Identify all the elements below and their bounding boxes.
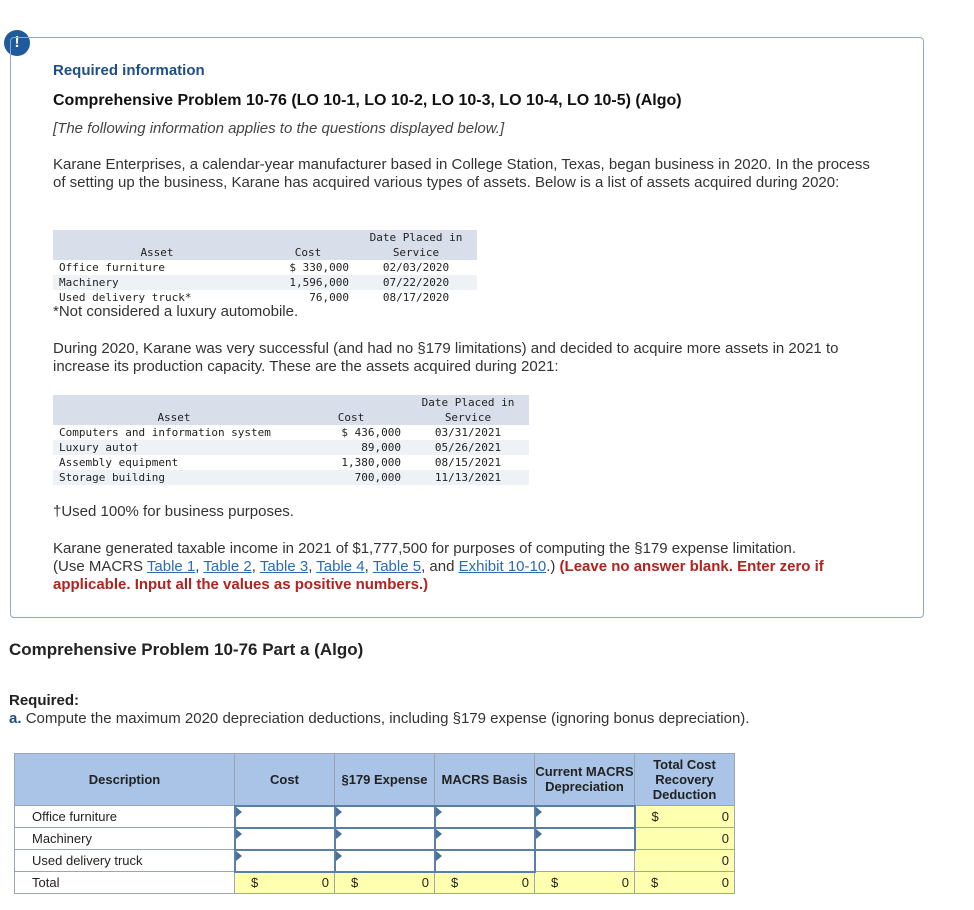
row-cost: 1,380,000 xyxy=(341,456,401,469)
total-cost-recovery xyxy=(635,872,735,894)
intro-paragraph: Karane Enterprises, a calendar-year manufacturer based in College Station, Texas, began business in 2020. In the process of setting up the business, Karane has acquired various types of assets. Below is a list of assets acquired during 2020: xyxy=(53,156,870,191)
macrs-basis-input[interactable] xyxy=(435,850,535,872)
total-cost xyxy=(235,872,335,894)
row-cost: 1,596,000 xyxy=(261,275,355,290)
header-date xyxy=(355,230,477,260)
link-table-3[interactable]: Table 3 xyxy=(259,558,309,575)
link-table-2[interactable]: Table 2 xyxy=(203,558,252,575)
total-value: 0 xyxy=(721,831,729,846)
link-exhibit-10-10[interactable]: Exhibit 10-10 xyxy=(458,558,547,575)
use-macrs-close: .) xyxy=(546,558,556,575)
total-cost-recovery-value xyxy=(635,828,735,850)
row-date: 08/15/2021 xyxy=(434,456,502,469)
currency-symbol: $ xyxy=(651,875,659,890)
row-asset: Assembly equipment xyxy=(59,456,179,469)
currency-symbol: $ xyxy=(551,875,559,890)
currency-symbol: $ xyxy=(651,809,659,824)
paragraph-2021: During 2020, Karane was very successful (and had no §179 limitations) and decided to acquire more assets in 2021 to increase its production capacity. These are the assets acquired during 2021: xyxy=(53,340,839,375)
total-row xyxy=(15,872,735,894)
s179-input[interactable] xyxy=(335,828,435,850)
part-title: Comprehensive Problem 10-76 Part a (Algo) xyxy=(9,640,364,659)
header-date-line1: Date Placed in xyxy=(369,231,463,244)
depreciation-grid xyxy=(14,753,735,894)
row-cost: 76,000 xyxy=(309,291,349,304)
current-macrs-input[interactable] xyxy=(535,806,635,828)
row-description: Office furniture xyxy=(15,806,235,828)
assets-2020-table xyxy=(53,230,477,305)
row-cost: $ 436,000 xyxy=(341,426,401,439)
header-date-line2: Service xyxy=(392,246,440,259)
link-separator: , xyxy=(195,558,204,575)
footnote-2021: †Used 100% for business purposes. xyxy=(53,503,294,520)
col-macrs-basis: MACRS Basis xyxy=(435,754,535,806)
header-date-line2: Service xyxy=(444,411,492,424)
row-asset: Office furniture xyxy=(59,261,165,274)
required-label: Required: xyxy=(9,692,80,709)
row-date: 02/03/2020 xyxy=(382,261,450,274)
instruction-warning: (Leave no answer blank. Enter zero if applicable. Input all the values as positive numbers.) xyxy=(53,558,824,593)
row-cost: $ 330,000 xyxy=(289,261,349,274)
total-value: 0 xyxy=(721,809,729,824)
taxable-income-paragraph xyxy=(53,540,873,594)
applies-note: [The following information applies to the questions displayed below.] xyxy=(53,120,505,137)
required-info-heading: Required information xyxy=(53,62,205,79)
cost-input[interactable] xyxy=(235,828,335,850)
s179-input[interactable] xyxy=(335,806,435,828)
required-letter: a. xyxy=(9,710,22,727)
table-row xyxy=(15,806,735,828)
assets-2021-table xyxy=(53,395,529,485)
currency-symbol: $ xyxy=(251,875,259,891)
total-s179 xyxy=(335,872,435,894)
col-cost: Cost xyxy=(235,754,335,806)
macrs-basis-input[interactable] xyxy=(435,828,535,850)
row-asset: Luxury auto† xyxy=(53,440,295,455)
header-asset: Asset xyxy=(53,230,261,260)
col-s179: §179 Expense xyxy=(335,754,435,806)
required-description: Compute the maximum 2020 depreciation deductions, including §179 expense (ignoring bonus depreciation). xyxy=(25,710,750,727)
total-cost-recovery-value: 0 xyxy=(721,875,729,890)
table-row xyxy=(15,850,735,872)
row-date: 11/13/2021 xyxy=(407,470,529,485)
link-separator: , xyxy=(308,558,317,575)
header-date-line1: Date Placed in xyxy=(421,396,515,409)
total-macrs-basis xyxy=(435,872,535,894)
total-s179-value: 0 xyxy=(421,875,429,891)
row-date: 05/26/2021 xyxy=(407,440,529,455)
alert-icon: ! xyxy=(4,30,30,56)
row-description: Used delivery truck xyxy=(15,850,235,872)
col-total-cost-recovery: Total Cost Recovery Deduction xyxy=(635,754,735,806)
cost-input[interactable] xyxy=(235,850,335,872)
col-description: Description xyxy=(15,754,235,806)
total-value: 0 xyxy=(721,853,729,868)
empty-cell xyxy=(535,850,635,872)
row-asset: Used delivery truck* xyxy=(59,291,192,304)
link-table-5[interactable]: Table 5 xyxy=(372,558,422,575)
total-current-macrs-value: 0 xyxy=(621,875,629,890)
currency-symbol: $ xyxy=(451,875,459,891)
link-separator: , and xyxy=(421,558,459,575)
row-asset: Storage building xyxy=(53,470,295,485)
cost-input[interactable] xyxy=(235,806,335,828)
col-current-macrs: Current MACRS Depreciation xyxy=(535,754,635,806)
problem-title: Comprehensive Problem 10-76 (LO 10-1, LO 10-2, LO 10-3, LO 10-4, LO 10-5) (Algo) xyxy=(53,92,682,109)
table-row xyxy=(15,828,735,850)
link-table-1[interactable]: Table 1 xyxy=(146,558,196,575)
currency-symbol: $ xyxy=(351,875,359,891)
macrs-basis-input[interactable] xyxy=(435,806,535,828)
total-current-macrs xyxy=(535,872,635,894)
header-cost: Cost xyxy=(295,395,407,425)
footnote-2020: *Not considered a luxury automobile. xyxy=(53,303,299,320)
row-date: 03/31/2021 xyxy=(434,426,502,439)
row-asset: Machinery xyxy=(53,275,261,290)
use-macrs-prefix: (Use MACRS xyxy=(53,558,147,575)
link-separator: , xyxy=(251,558,260,575)
total-cost-recovery-value xyxy=(635,850,735,872)
total-cost-recovery-value xyxy=(635,806,735,828)
link-separator: , xyxy=(364,558,373,575)
row-cost: 700,000 xyxy=(295,470,407,485)
row-cost: 89,000 xyxy=(295,440,407,455)
row-asset: Computers and information system xyxy=(59,426,271,439)
taxable-income-text: Karane generated taxable income in 2021 of $1,777,500 for purposes of computing the §179 expense limitation. xyxy=(53,540,797,557)
header-date xyxy=(407,395,529,425)
header-asset: Asset xyxy=(53,395,295,425)
current-macrs-input[interactable] xyxy=(535,828,635,850)
s179-input[interactable] xyxy=(335,850,435,872)
total-cost-value: 0 xyxy=(321,875,329,891)
total-macrs-basis-value: 0 xyxy=(521,875,529,891)
required-text xyxy=(9,710,749,727)
header-cost: Cost xyxy=(261,230,355,260)
row-date: 07/22/2020 xyxy=(355,275,477,290)
row-description: Machinery xyxy=(15,828,235,850)
row-date: 08/17/2020 xyxy=(382,291,450,304)
link-table-4[interactable]: Table 4 xyxy=(316,558,365,575)
total-label: Total xyxy=(15,872,235,894)
